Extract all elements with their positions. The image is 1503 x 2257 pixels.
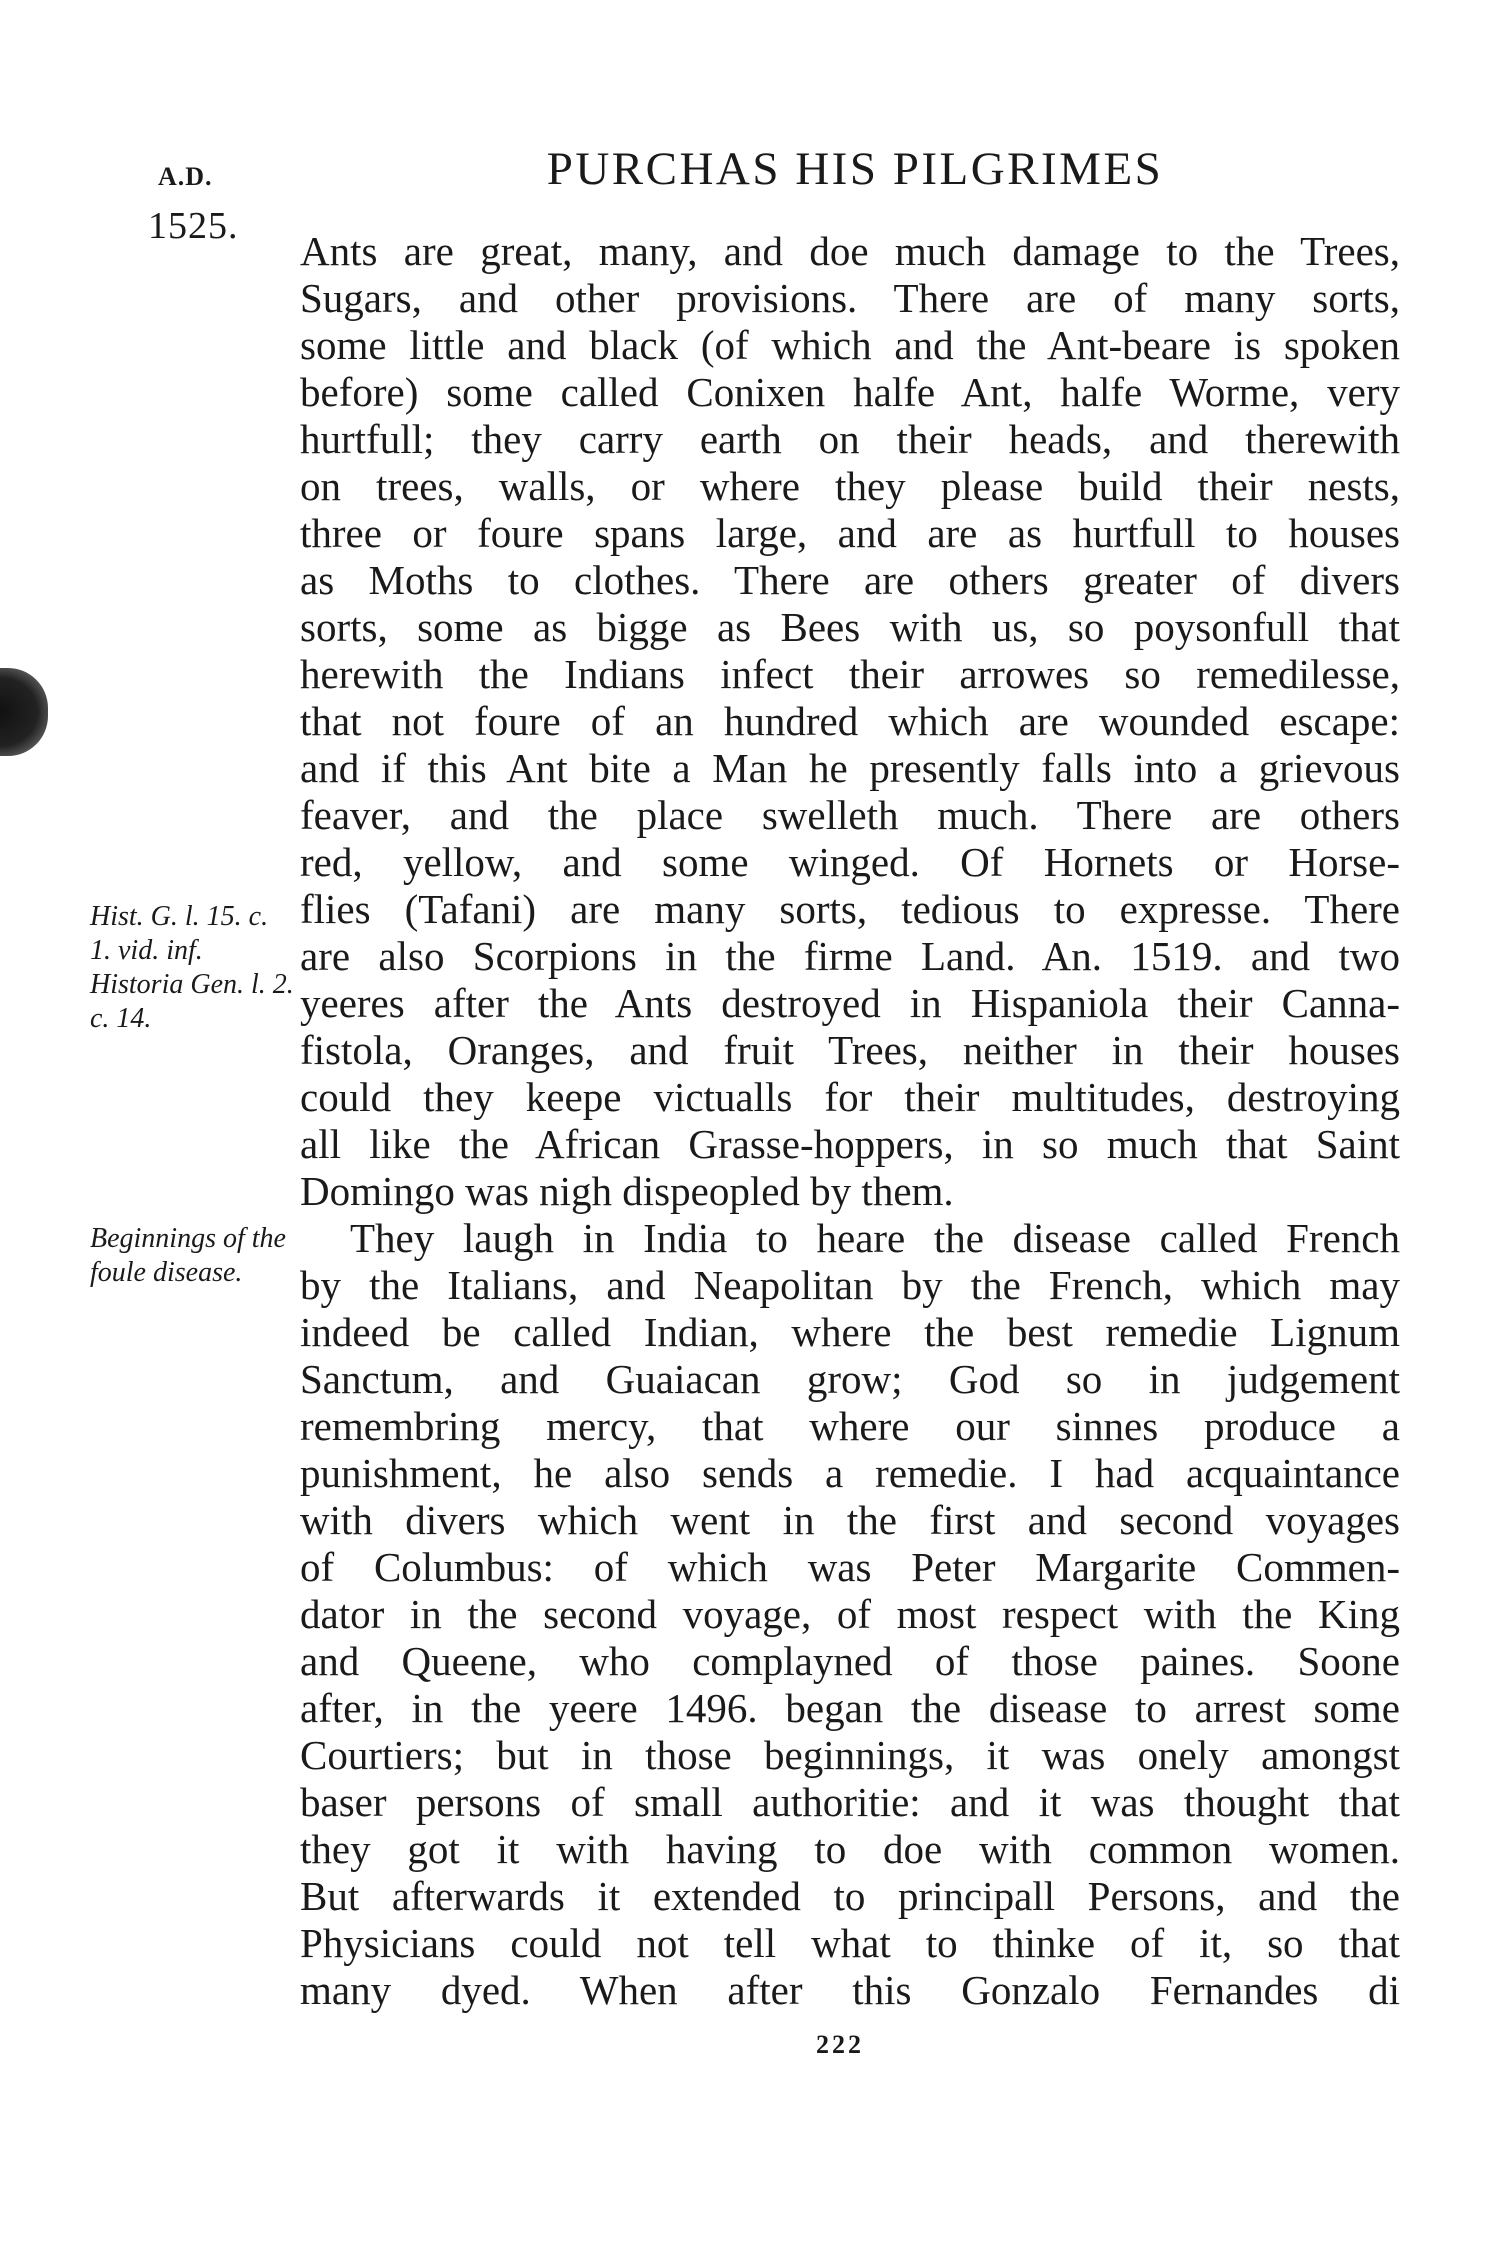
- text-line: punishment, he also sends a remedie. I had acquaintance: [300, 1450, 1400, 1496]
- text-line: fistola, Oranges, and fruit Trees, neither in their houses: [300, 1027, 1400, 1073]
- text-line: by the Italians, and Neapolitan by the French, which may: [300, 1262, 1400, 1308]
- text-line: many dyed. When after this Gonzalo Fernandes di: [300, 1967, 1400, 2013]
- text-line: before) some called Conixen halfe Ant, halfe Worme, very: [300, 369, 1400, 415]
- text-line: Sugars, and other provisions. There are of many sorts,: [300, 275, 1400, 321]
- running-head-title: PURCHAS HIS PILGRIMES: [546, 143, 1164, 195]
- text-line: on trees, walls, or where they please build their nests,: [300, 463, 1400, 509]
- text-line: remembring mercy, that where our sinnes produce a: [300, 1403, 1400, 1449]
- text-line: flies (Tafani) are many sorts, tedious to expresse. There: [300, 886, 1400, 932]
- text-line: Courtiers; but in those beginnings, it was onely amongst: [300, 1732, 1400, 1778]
- text-line: baser persons of small authoritie: and it was thought that: [300, 1779, 1400, 1825]
- text-line: Physicians could not tell what to thinke of it, so that: [300, 1920, 1400, 1966]
- text-line: hurtfull; they carry earth on their heads, and therewith: [300, 416, 1400, 462]
- text-line: some little and black (of which and the Ant-beare is spoken: [300, 322, 1400, 368]
- margin-note-sources: Hist. G. l. 15. c. 1. vid. inf. Historia Gen. l. 2. c. 14.: [90, 901, 294, 1034]
- paragraph-start-line: They laugh in India to heare the disease called French: [350, 1215, 1400, 1261]
- text-line: as Moths to clothes. There are others greater of divers: [300, 557, 1400, 603]
- text-line: herewith the Indians infect their arrowes so remedilesse,: [300, 651, 1400, 697]
- text-line: with divers which went in the first and second voyages: [300, 1497, 1400, 1543]
- text-line: and if this Ant bite a Man he presently falls into a grievous: [300, 745, 1400, 791]
- text-line: three or foure spans large, and are as hurtfull to houses: [300, 510, 1400, 556]
- text-line: Domingo was nigh dispeopled by them.: [300, 1168, 954, 1214]
- text-line: that not foure of an hundred which are wounded escape:: [300, 698, 1400, 744]
- thumb-shadow-mark: [0, 668, 48, 756]
- text-line: after, in the yeere 1496. began the disease to arrest some: [300, 1685, 1400, 1731]
- text-line: could they keepe victualls for their multitudes, destroying: [300, 1074, 1400, 1120]
- text-line: they got it with having to doe with common women.: [300, 1826, 1400, 1872]
- text-line: all like the African Grasse-hoppers, in so much that Saint: [300, 1121, 1400, 1167]
- marginal-date-label: A.D.: [158, 162, 213, 191]
- text-line: Sanctum, and Guaiacan grow; God so in judgement: [300, 1356, 1400, 1402]
- text-line: of Columbus: of which was Peter Margarite Commen-: [300, 1544, 1400, 1590]
- text-line: dator in the second voyage, of most respect with the King: [300, 1591, 1400, 1637]
- text-line: But afterwards it extended to principall Persons, and the: [300, 1873, 1400, 1919]
- page-number: 222: [816, 2030, 864, 2059]
- text-line: feaver, and the place swelleth much. There are others: [300, 792, 1400, 838]
- text-line: sorts, some as bigge as Bees with us, so poysonfull that: [300, 604, 1400, 650]
- text-line: yeeres after the Ants destroyed in Hispaniola their Canna-: [300, 980, 1400, 1026]
- text-line: red, yellow, and some winged. Of Hornets or Horse-: [300, 839, 1400, 885]
- margin-note-beginnings: Beginnings of the foule disease.: [90, 1223, 286, 1288]
- marginal-year: 1525.: [148, 205, 239, 247]
- text-line: Ants are great, many, and doe much damage to the Trees,: [300, 228, 1400, 274]
- body-text: [300, 228, 1400, 2014]
- text-line: are also Scorpions in the firme Land. An. 1519. and two: [300, 933, 1400, 979]
- text-line: indeed be called Indian, where the best remedie Lignum: [300, 1309, 1400, 1355]
- text-line: and Queene, who complayned of those paines. Soone: [300, 1638, 1400, 1684]
